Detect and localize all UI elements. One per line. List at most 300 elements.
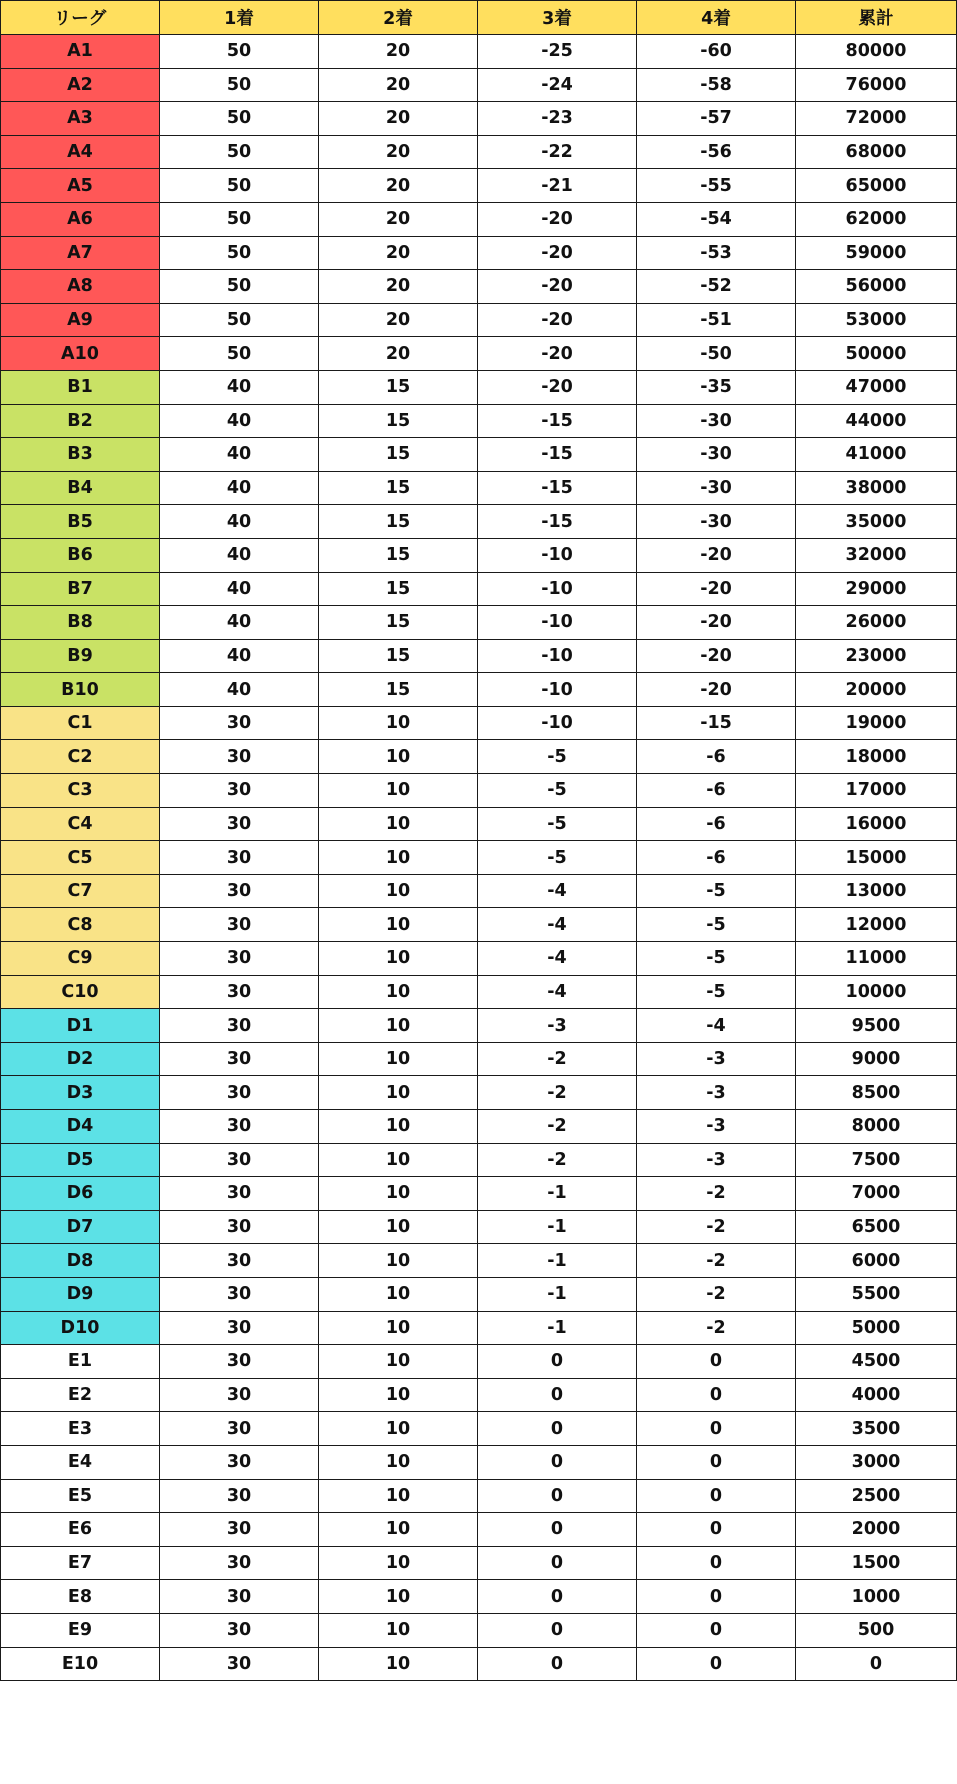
third-place-cell: -23: [478, 102, 637, 136]
total-cell: 10000: [796, 975, 957, 1009]
league-cell: D9: [1, 1277, 160, 1311]
fourth-place-cell: -2: [637, 1277, 796, 1311]
total-cell: 3000: [796, 1445, 957, 1479]
league-cell: B2: [1, 404, 160, 438]
third-place-cell: -2: [478, 1143, 637, 1177]
total-cell: 5500: [796, 1277, 957, 1311]
league-cell: D6: [1, 1177, 160, 1211]
first-place-cell: 30: [160, 1445, 319, 1479]
second-place-cell: 10: [319, 908, 478, 942]
third-place-cell: -3: [478, 1009, 637, 1043]
total-cell: 32000: [796, 538, 957, 572]
header-third: 3着: [478, 1, 637, 35]
second-place-cell: 10: [319, 1580, 478, 1614]
table-row: [1, 370, 957, 404]
fourth-place-cell: 0: [637, 1345, 796, 1379]
total-cell: 4000: [796, 1378, 957, 1412]
league-cell: B6: [1, 538, 160, 572]
league-cell: E7: [1, 1546, 160, 1580]
table-row: [1, 202, 957, 236]
league-cell: B10: [1, 673, 160, 707]
table-row: [1, 505, 957, 539]
first-place-cell: 50: [160, 135, 319, 169]
second-place-cell: 20: [319, 236, 478, 270]
third-place-cell: -20: [478, 337, 637, 371]
table-row: [1, 706, 957, 740]
table-row: [1, 1210, 957, 1244]
league-cell: B3: [1, 438, 160, 472]
first-place-cell: 30: [160, 1244, 319, 1278]
league-cell: C9: [1, 942, 160, 976]
league-cell: B9: [1, 639, 160, 673]
fourth-place-cell: -35: [637, 370, 796, 404]
second-place-cell: 10: [319, 774, 478, 808]
league-cell: E10: [1, 1647, 160, 1681]
fourth-place-cell: 0: [637, 1378, 796, 1412]
league-cell: B4: [1, 471, 160, 505]
third-place-cell: -5: [478, 841, 637, 875]
third-place-cell: -5: [478, 774, 637, 808]
fourth-place-cell: -3: [637, 1143, 796, 1177]
fourth-place-cell: -5: [637, 975, 796, 1009]
first-place-cell: 40: [160, 370, 319, 404]
league-cell: D1: [1, 1009, 160, 1043]
third-place-cell: -2: [478, 1110, 637, 1144]
fourth-place-cell: -4: [637, 1009, 796, 1043]
league-cell: D4: [1, 1110, 160, 1144]
league-cell: E2: [1, 1378, 160, 1412]
second-place-cell: 20: [319, 35, 478, 69]
table-row: [1, 1580, 957, 1614]
total-cell: 12000: [796, 908, 957, 942]
third-place-cell: -15: [478, 404, 637, 438]
first-place-cell: 50: [160, 68, 319, 102]
first-place-cell: 30: [160, 1613, 319, 1647]
third-place-cell: 0: [478, 1613, 637, 1647]
total-cell: 23000: [796, 639, 957, 673]
table-row: [1, 303, 957, 337]
fourth-place-cell: -2: [637, 1311, 796, 1345]
fourth-place-cell: -58: [637, 68, 796, 102]
first-place-cell: 50: [160, 102, 319, 136]
total-cell: 41000: [796, 438, 957, 472]
total-cell: 17000: [796, 774, 957, 808]
fourth-place-cell: -20: [637, 606, 796, 640]
first-place-cell: 30: [160, 807, 319, 841]
third-place-cell: -10: [478, 639, 637, 673]
league-cell: A10: [1, 337, 160, 371]
total-cell: 18000: [796, 740, 957, 774]
table-row: [1, 1445, 957, 1479]
league-cell: B5: [1, 505, 160, 539]
third-place-cell: -10: [478, 572, 637, 606]
league-cell: E6: [1, 1513, 160, 1547]
league-cell: E3: [1, 1412, 160, 1446]
table-row: [1, 1479, 957, 1513]
table-row: [1, 606, 957, 640]
table-row: [1, 1143, 957, 1177]
first-place-cell: 30: [160, 1479, 319, 1513]
league-cell: A8: [1, 270, 160, 304]
first-place-cell: 30: [160, 1546, 319, 1580]
third-place-cell: -24: [478, 68, 637, 102]
first-place-cell: 50: [160, 236, 319, 270]
league-cell: E4: [1, 1445, 160, 1479]
first-place-cell: 30: [160, 1345, 319, 1379]
first-place-cell: 30: [160, 1110, 319, 1144]
fourth-place-cell: -6: [637, 774, 796, 808]
total-cell: 8500: [796, 1076, 957, 1110]
first-place-cell: 40: [160, 505, 319, 539]
table-row: [1, 1412, 957, 1446]
third-place-cell: -10: [478, 606, 637, 640]
league-cell: D10: [1, 1311, 160, 1345]
third-place-cell: -4: [478, 908, 637, 942]
league-cell: B7: [1, 572, 160, 606]
league-cell: C5: [1, 841, 160, 875]
first-place-cell: 30: [160, 1009, 319, 1043]
table-row: [1, 1110, 957, 1144]
third-place-cell: -25: [478, 35, 637, 69]
second-place-cell: 10: [319, 706, 478, 740]
table-row: [1, 740, 957, 774]
second-place-cell: 10: [319, 942, 478, 976]
fourth-place-cell: 0: [637, 1580, 796, 1614]
total-cell: 9000: [796, 1042, 957, 1076]
first-place-cell: 40: [160, 438, 319, 472]
league-cell: C8: [1, 908, 160, 942]
second-place-cell: 10: [319, 807, 478, 841]
third-place-cell: 0: [478, 1647, 637, 1681]
first-place-cell: 40: [160, 606, 319, 640]
table-row: [1, 404, 957, 438]
first-place-cell: 30: [160, 740, 319, 774]
second-place-cell: 20: [319, 337, 478, 371]
total-cell: 26000: [796, 606, 957, 640]
total-cell: 6500: [796, 1210, 957, 1244]
first-place-cell: 30: [160, 1042, 319, 1076]
fourth-place-cell: 0: [637, 1546, 796, 1580]
first-place-cell: 30: [160, 1076, 319, 1110]
table-row: [1, 169, 957, 203]
first-place-cell: 40: [160, 572, 319, 606]
table-row: [1, 1076, 957, 1110]
first-place-cell: 50: [160, 270, 319, 304]
fourth-place-cell: -20: [637, 639, 796, 673]
second-place-cell: 10: [319, 1546, 478, 1580]
header-league: リーグ: [1, 1, 160, 35]
fourth-place-cell: -5: [637, 942, 796, 976]
table-row: [1, 874, 957, 908]
third-place-cell: -2: [478, 1042, 637, 1076]
fourth-place-cell: -6: [637, 841, 796, 875]
first-place-cell: 50: [160, 303, 319, 337]
table-row: [1, 1546, 957, 1580]
second-place-cell: 10: [319, 1076, 478, 1110]
league-cell: D2: [1, 1042, 160, 1076]
third-place-cell: -20: [478, 303, 637, 337]
total-cell: 20000: [796, 673, 957, 707]
first-place-cell: 50: [160, 337, 319, 371]
header-second: 2着: [319, 1, 478, 35]
first-place-cell: 40: [160, 538, 319, 572]
second-place-cell: 10: [319, 1479, 478, 1513]
fourth-place-cell: -30: [637, 404, 796, 438]
fourth-place-cell: -3: [637, 1042, 796, 1076]
second-place-cell: 10: [319, 1009, 478, 1043]
fourth-place-cell: -5: [637, 908, 796, 942]
fourth-place-cell: -20: [637, 673, 796, 707]
first-place-cell: 50: [160, 35, 319, 69]
total-cell: 4500: [796, 1345, 957, 1379]
total-cell: 44000: [796, 404, 957, 438]
league-cell: C2: [1, 740, 160, 774]
league-cell: C3: [1, 774, 160, 808]
first-place-cell: 30: [160, 1647, 319, 1681]
third-place-cell: -10: [478, 673, 637, 707]
fourth-place-cell: 0: [637, 1412, 796, 1446]
second-place-cell: 15: [319, 673, 478, 707]
first-place-cell: 30: [160, 1513, 319, 1547]
league-cell: B1: [1, 370, 160, 404]
third-place-cell: -20: [478, 370, 637, 404]
table-row: [1, 908, 957, 942]
fourth-place-cell: -56: [637, 135, 796, 169]
table-row: [1, 337, 957, 371]
third-place-cell: -1: [478, 1311, 637, 1345]
league-cell: D7: [1, 1210, 160, 1244]
fourth-place-cell: -2: [637, 1244, 796, 1278]
fourth-place-cell: -60: [637, 35, 796, 69]
table-body: [1, 35, 957, 1681]
total-cell: 68000: [796, 135, 957, 169]
second-place-cell: 20: [319, 270, 478, 304]
second-place-cell: 10: [319, 1345, 478, 1379]
league-cell: B8: [1, 606, 160, 640]
third-place-cell: -4: [478, 975, 637, 1009]
third-place-cell: 0: [478, 1345, 637, 1379]
first-place-cell: 30: [160, 1177, 319, 1211]
table-row: [1, 135, 957, 169]
fourth-place-cell: -3: [637, 1076, 796, 1110]
table-row: [1, 673, 957, 707]
total-cell: 7000: [796, 1177, 957, 1211]
third-place-cell: -1: [478, 1244, 637, 1278]
fourth-place-cell: -15: [637, 706, 796, 740]
league-cell: A2: [1, 68, 160, 102]
table-row: [1, 1647, 957, 1681]
league-cell: E1: [1, 1345, 160, 1379]
table-row: [1, 35, 957, 69]
league-cell: E8: [1, 1580, 160, 1614]
league-cell: C7: [1, 874, 160, 908]
league-cell: A5: [1, 169, 160, 203]
fourth-place-cell: -53: [637, 236, 796, 270]
header-row: [1, 1, 957, 35]
league-cell: A4: [1, 135, 160, 169]
fourth-place-cell: -30: [637, 505, 796, 539]
total-cell: 50000: [796, 337, 957, 371]
third-place-cell: -2: [478, 1076, 637, 1110]
table-row: [1, 270, 957, 304]
third-place-cell: -20: [478, 202, 637, 236]
second-place-cell: 20: [319, 102, 478, 136]
first-place-cell: 30: [160, 841, 319, 875]
first-place-cell: 30: [160, 1143, 319, 1177]
third-place-cell: -15: [478, 438, 637, 472]
first-place-cell: 30: [160, 1311, 319, 1345]
third-place-cell: -21: [478, 169, 637, 203]
table-row: [1, 774, 957, 808]
fourth-place-cell: -52: [637, 270, 796, 304]
first-place-cell: 30: [160, 942, 319, 976]
first-place-cell: 40: [160, 639, 319, 673]
second-place-cell: 10: [319, 1110, 478, 1144]
table-row: [1, 1009, 957, 1043]
second-place-cell: 20: [319, 303, 478, 337]
total-cell: 2500: [796, 1479, 957, 1513]
second-place-cell: 10: [319, 1210, 478, 1244]
fourth-place-cell: -20: [637, 572, 796, 606]
total-cell: 15000: [796, 841, 957, 875]
fourth-place-cell: -20: [637, 538, 796, 572]
second-place-cell: 10: [319, 1445, 478, 1479]
league-cell: D5: [1, 1143, 160, 1177]
league-cell: E5: [1, 1479, 160, 1513]
first-place-cell: 30: [160, 1277, 319, 1311]
fourth-place-cell: -6: [637, 807, 796, 841]
first-place-cell: 30: [160, 874, 319, 908]
third-place-cell: -15: [478, 471, 637, 505]
fourth-place-cell: 0: [637, 1613, 796, 1647]
first-place-cell: 30: [160, 1210, 319, 1244]
second-place-cell: 10: [319, 1513, 478, 1547]
third-place-cell: 0: [478, 1580, 637, 1614]
total-cell: 80000: [796, 35, 957, 69]
first-place-cell: 30: [160, 1412, 319, 1446]
table-row: [1, 807, 957, 841]
total-cell: 0: [796, 1647, 957, 1681]
total-cell: 59000: [796, 236, 957, 270]
table-row: [1, 1613, 957, 1647]
third-place-cell: 0: [478, 1546, 637, 1580]
second-place-cell: 10: [319, 1277, 478, 1311]
second-place-cell: 10: [319, 740, 478, 774]
first-place-cell: 30: [160, 975, 319, 1009]
second-place-cell: 10: [319, 1647, 478, 1681]
second-place-cell: 10: [319, 1143, 478, 1177]
second-place-cell: 10: [319, 1412, 478, 1446]
total-cell: 62000: [796, 202, 957, 236]
total-cell: 76000: [796, 68, 957, 102]
league-cell: A6: [1, 202, 160, 236]
total-cell: 1000: [796, 1580, 957, 1614]
third-place-cell: -5: [478, 807, 637, 841]
table-row: [1, 975, 957, 1009]
total-cell: 35000: [796, 505, 957, 539]
second-place-cell: 20: [319, 68, 478, 102]
second-place-cell: 15: [319, 370, 478, 404]
first-place-cell: 30: [160, 908, 319, 942]
table-row: [1, 841, 957, 875]
total-cell: 5000: [796, 1311, 957, 1345]
total-cell: 8000: [796, 1110, 957, 1144]
third-place-cell: -4: [478, 942, 637, 976]
third-place-cell: -10: [478, 706, 637, 740]
first-place-cell: 30: [160, 706, 319, 740]
total-cell: 29000: [796, 572, 957, 606]
table-row: [1, 102, 957, 136]
league-cell: C4: [1, 807, 160, 841]
fourth-place-cell: -5: [637, 874, 796, 908]
third-place-cell: 0: [478, 1445, 637, 1479]
table-row: [1, 68, 957, 102]
total-cell: 19000: [796, 706, 957, 740]
fourth-place-cell: -2: [637, 1177, 796, 1211]
second-place-cell: 15: [319, 404, 478, 438]
header-fourth: 4着: [637, 1, 796, 35]
fourth-place-cell: 0: [637, 1513, 796, 1547]
second-place-cell: 15: [319, 538, 478, 572]
second-place-cell: 20: [319, 135, 478, 169]
fourth-place-cell: -30: [637, 438, 796, 472]
first-place-cell: 40: [160, 673, 319, 707]
second-place-cell: 10: [319, 1311, 478, 1345]
table-row: [1, 639, 957, 673]
second-place-cell: 10: [319, 1177, 478, 1211]
fourth-place-cell: 0: [637, 1479, 796, 1513]
third-place-cell: -1: [478, 1177, 637, 1211]
league-cell: E9: [1, 1613, 160, 1647]
fourth-place-cell: -30: [637, 471, 796, 505]
table-row: [1, 1513, 957, 1547]
total-cell: 2000: [796, 1513, 957, 1547]
third-place-cell: -5: [478, 740, 637, 774]
first-place-cell: 40: [160, 471, 319, 505]
first-place-cell: 30: [160, 1580, 319, 1614]
league-cell: C10: [1, 975, 160, 1009]
second-place-cell: 15: [319, 572, 478, 606]
total-cell: 7500: [796, 1143, 957, 1177]
third-place-cell: -4: [478, 874, 637, 908]
table-row: [1, 1277, 957, 1311]
table-row: [1, 538, 957, 572]
total-cell: 16000: [796, 807, 957, 841]
third-place-cell: -20: [478, 270, 637, 304]
league-cell: D8: [1, 1244, 160, 1278]
fourth-place-cell: -55: [637, 169, 796, 203]
table-row: [1, 942, 957, 976]
table-row: [1, 438, 957, 472]
table-row: [1, 1244, 957, 1278]
third-place-cell: 0: [478, 1513, 637, 1547]
first-place-cell: 50: [160, 169, 319, 203]
second-place-cell: 20: [319, 202, 478, 236]
second-place-cell: 15: [319, 505, 478, 539]
third-place-cell: -20: [478, 236, 637, 270]
first-place-cell: 30: [160, 774, 319, 808]
fourth-place-cell: -50: [637, 337, 796, 371]
total-cell: 6000: [796, 1244, 957, 1278]
total-cell: 500: [796, 1613, 957, 1647]
third-place-cell: 0: [478, 1412, 637, 1446]
second-place-cell: 15: [319, 438, 478, 472]
total-cell: 53000: [796, 303, 957, 337]
second-place-cell: 10: [319, 1244, 478, 1278]
total-cell: 47000: [796, 370, 957, 404]
third-place-cell: -1: [478, 1210, 637, 1244]
second-place-cell: 10: [319, 975, 478, 1009]
